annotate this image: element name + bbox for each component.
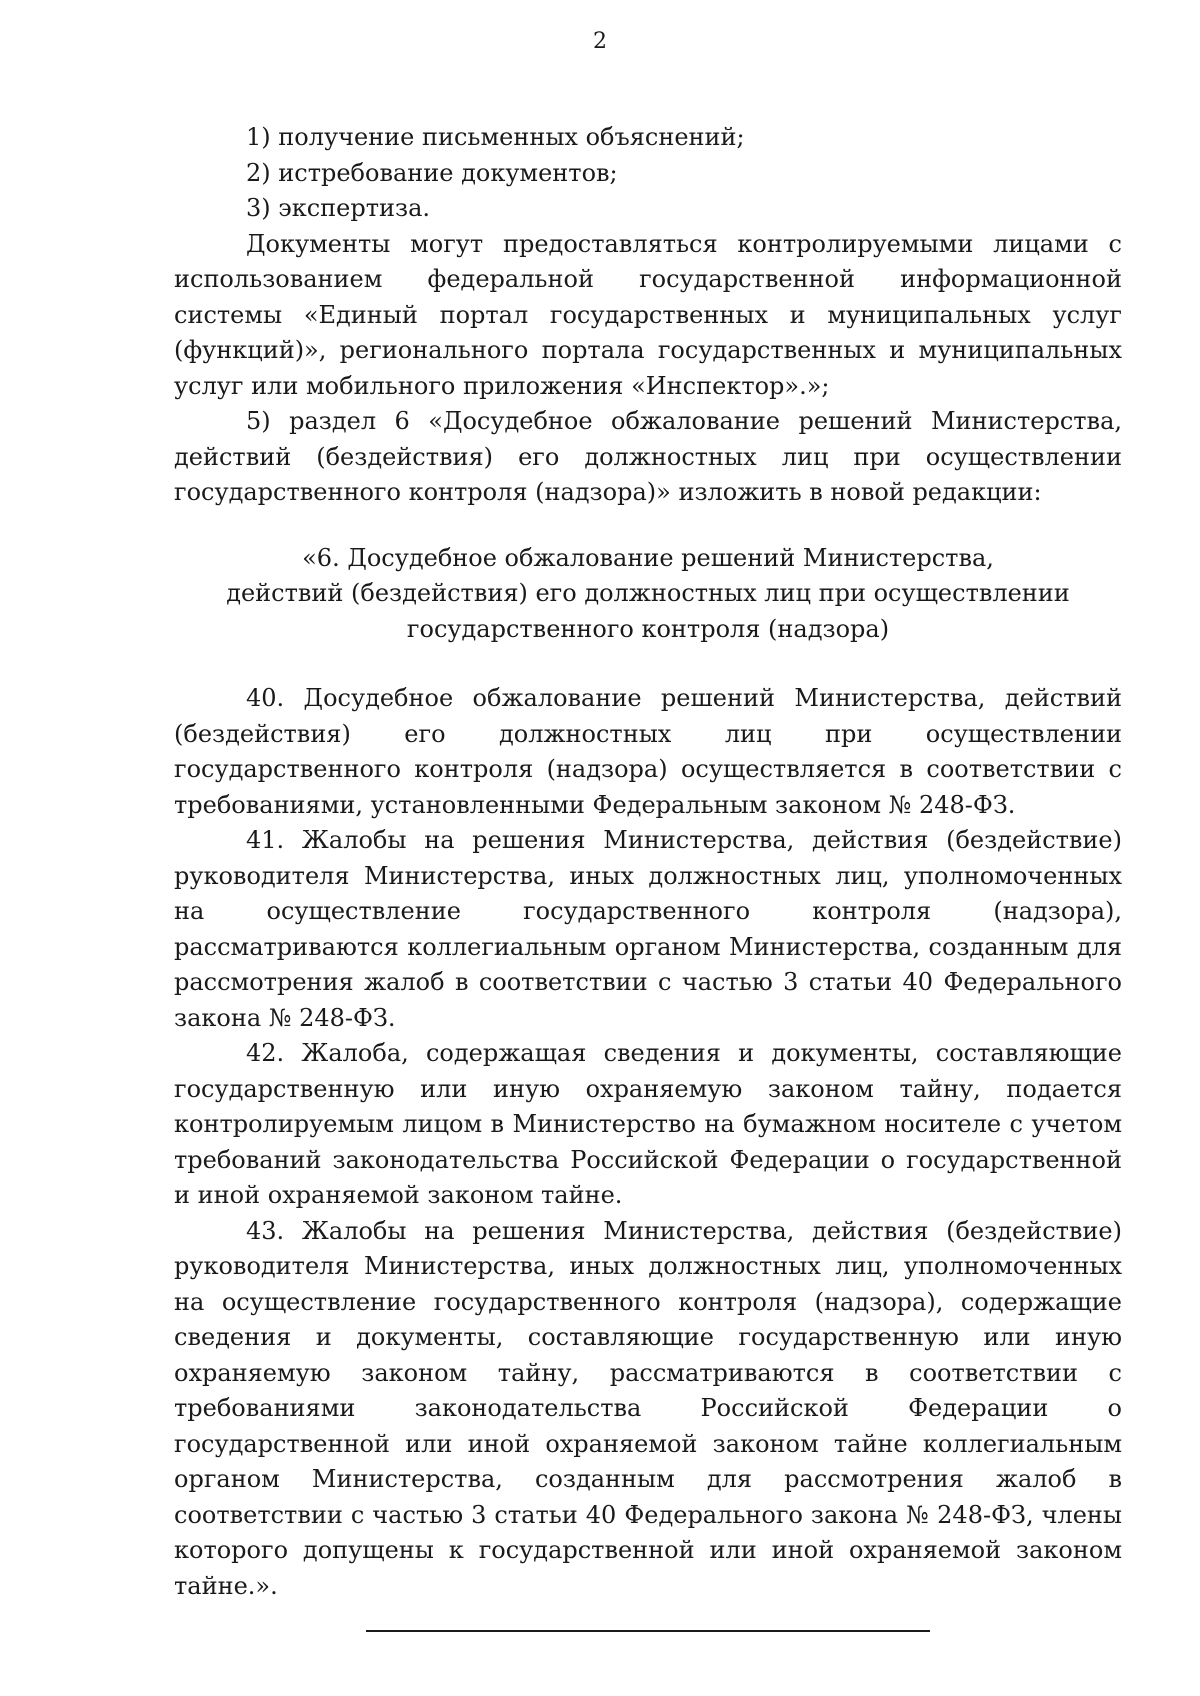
page-number: 2 <box>593 29 607 54</box>
paragraph-documents: Документы могут предоставляться контролируемыми лицами с использованием федеральной государственной информационной системы «Единый портал государственных и муниципальных услуг (функций)», регионального портала государственных и муниципальных услуг или мобильного приложения «Инспектор».»; <box>174 229 1122 400</box>
paragraph-41: 41. Жалобы на решения Министерства, действия (бездействие) руководителя Министерства, иных должностных лиц, уполномоченных на осуществление государственного контроля (надзора), рассматриваются коллегиальным органом Министерства, созданным для рассмотрения жалоб в соответствии с частью 3 статьи 40 Федерального закона № 248-ФЗ. <box>174 826 1122 1032</box>
list-item: 3) экспертиза. <box>246 194 431 222</box>
paragraph-42: 42. Жалоба, содержащая сведения и документы, составляющие государственную или иную охраняемую законом тайну, подается контролируемым лицом в Министерство на бумажном носителе с учетом требований законодательства Российской Федерации о государственной и иной охраняемой законом тайне. <box>174 1039 1122 1209</box>
document-body <box>174 120 1122 1632</box>
section-heading-line: действий (бездействия) его должностных лиц при осуществлении <box>226 579 1070 607</box>
paragraph-43: 43. Жалобы на решения Министерства, действия (бездействие) руководителя Министерства, иных должностных лиц, уполномоченных на осуществление государственного контроля (надзора), содержащие сведения и документы, составляющие государственную или иную охраняемую законом тайну, рассматриваются в соответствии с требованиями законодательства Российской Федерации о государственной или иной охраняемой законом тайне коллегиальным органом Министерства, созданным для рассмотрения жалоб в соответствии с частью 3 статьи 40 Федерального закона № 248-ФЗ, члены которого допущены к государственной или иной охраняемой законом тайне.». <box>174 1216 1122 1600</box>
section-heading-line: «6. Досудебное обжалование решений Министерства, <box>302 543 994 572</box>
list-item: 1) получение письменных объяснений; <box>246 123 745 151</box>
section-heading <box>174 541 1122 648</box>
end-divider <box>366 1630 930 1632</box>
section-heading-line: государственного контроля (надзора) <box>406 614 890 643</box>
paragraph-item-5: 5) раздел 6 «Досудебное обжалование решений Министерства, действий (бездействия) его должностных лиц при осуществлении государственного контроля (надзора)» изложить в новой редакции: <box>174 407 1122 506</box>
list-item: 2) истребование документов; <box>246 158 618 187</box>
paragraph-40: 40. Досудебное обжалование решений Министерства, действий (бездействия) его должностных лиц при осуществлении государственного контроля (надзора) осуществляется в соответствии с требованиями, установленными Федеральным законом № 248-ФЗ. <box>174 684 1122 819</box>
